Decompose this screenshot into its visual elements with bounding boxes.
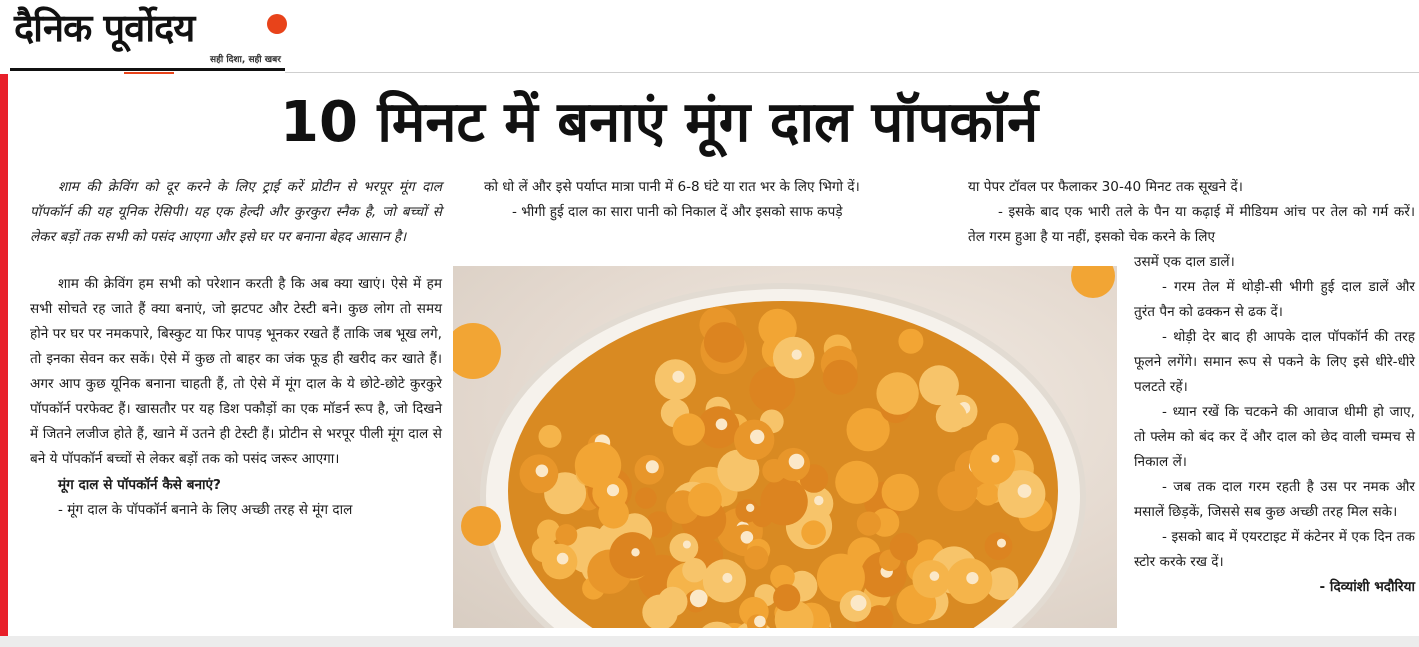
narrow-column-section bbox=[1134, 250, 1415, 600]
recipe-step-6: - ध्यान रखें कि चटकने की आवाज धीमी हो जाए, तो फ्लेम को बंद कर दें और दाल को छेद वाली चम्मच से निकाल लें। bbox=[1134, 404, 1415, 470]
logo-dot-icon bbox=[267, 14, 287, 34]
recipe-subhead: मूंग दाल से पॉपकॉर्न कैसे बनाएं? bbox=[58, 477, 221, 493]
recipe-step-2-start: - भीगी हुई दाल का सारा पानी को निकाल दें और इसको साफ कपड़े bbox=[512, 204, 843, 220]
article-headline: 10 मिनट में बनाएं मूंग दाल पॉपकॉर्न bbox=[280, 90, 1039, 155]
popcorn-kernel bbox=[919, 365, 959, 405]
popcorn-kernel bbox=[890, 533, 918, 561]
masthead-rule bbox=[10, 68, 285, 71]
popcorn-kernel bbox=[556, 524, 578, 546]
popcorn-highlight bbox=[754, 616, 766, 628]
left-accent-bar bbox=[0, 74, 8, 636]
page-bottom-band bbox=[0, 636, 1419, 647]
article-column-1 bbox=[30, 175, 442, 523]
article-column-2 bbox=[484, 175, 946, 225]
popcorn-kernel bbox=[936, 401, 967, 432]
popcorn-highlight bbox=[607, 484, 619, 496]
popcorn-kernel bbox=[658, 587, 688, 617]
popcorn-highlight bbox=[683, 541, 691, 549]
popcorn-highlight bbox=[631, 548, 639, 556]
popcorn-highlight bbox=[690, 590, 708, 608]
popcorn-kernel bbox=[882, 474, 919, 511]
popcorn-kernel bbox=[670, 533, 699, 562]
article-column-3 bbox=[968, 175, 1415, 600]
popcorn-highlight bbox=[789, 454, 805, 470]
popcorn-kernel bbox=[735, 499, 759, 523]
popcorn-highlight bbox=[536, 465, 549, 478]
popcorn-kernel bbox=[635, 487, 656, 508]
popcorn-highlight bbox=[716, 419, 728, 431]
recipe-step-8: - इसको बाद में एयरटाइट में कंटेनर में एक दिन तक स्टोर करके रख दें। bbox=[1134, 529, 1415, 570]
popcorn-kernel bbox=[823, 360, 858, 395]
popcorn-highlight bbox=[646, 460, 659, 473]
masthead-logo bbox=[14, 8, 284, 70]
masthead-tagline: सही दिशा, सही खबर bbox=[210, 55, 281, 65]
article-body: शाम की क्रेविंग हम सभी को परेशान करती है कि अब क्या खाएं। ऐसे में हम सभी सोचते रह जाते हैं क्या बनाएं, जो झटपट और टेस्टी बने। कुछ लोग तो समय होने पर घर पर नमकपारे, बिस्कुट या फिर पापड़ भूनकर रखते हैं ताकि जब भूख लगे, तो इनका सेवन कर सकें। ऐसे में कुछ तो बाहर का जंक फूड ही खरीद कर खाते हैं। अगर आप कुछ यूनिक बनाना चाहती हैं, तो ऐसे में मूंग दाल के ये छोटे-छोटे कुरकुरे पॉपकॉर्न परफेक्ट हैं। खासतौर पर यह डिश पकौड़ों का एक मॉडर्न रूप है, जो दिखने में जितने लजीज होते हैं, खाने में उतने ही टेस्टी हैं। प्रोटीन से भरपूर पीली मूंग दाल से बने ये पॉपकॉर्न बच्चों से लेकर बड़ों तक को पसंद जरूर आएगा। bbox=[30, 276, 442, 467]
popcorn-kernel bbox=[673, 413, 705, 445]
popcorn-kernel bbox=[704, 322, 745, 363]
popcorn-kernel bbox=[857, 512, 881, 536]
recipe-step-1-end: को धो लें और इसे पर्याप्त मात्रा पानी में 6-8 घंटे या रात भर के लिए भिगो दें। bbox=[484, 179, 860, 195]
popcorn-highlight bbox=[851, 595, 867, 611]
popcorn-highlight bbox=[930, 571, 940, 581]
newspaper-name: दैनिक पूर्वोदय bbox=[14, 6, 195, 50]
recipe-step-2-end: या पेपर टॉवल पर फैलाकर 30-40 मिनट तक सूखने दें। bbox=[968, 179, 1243, 195]
author-byline: - दिव्यांशी भदौरिया bbox=[1319, 579, 1415, 595]
popcorn-kernel bbox=[539, 425, 562, 448]
popcorn-kernel bbox=[688, 483, 722, 517]
popcorn-highlight bbox=[750, 430, 764, 444]
popcorn-kernel bbox=[801, 520, 826, 545]
recipe-step-7: - जब तक दाल गरम रहती है उस पर नमक और मसालें छिड़कें, जिससे सब कुछ अच्छी तरह मिल सके। bbox=[1134, 479, 1415, 520]
popcorn-kernel bbox=[760, 478, 807, 525]
top-divider bbox=[285, 72, 1419, 73]
popcorn-highlight bbox=[672, 371, 684, 383]
popcorn-highlight bbox=[557, 553, 569, 565]
popcorn-kernel bbox=[876, 372, 918, 414]
article-intro: शाम की क्रेविंग को दूर करने के लिए ट्राई करें प्रोटीन से भरपूर मूंग दाल पॉपकॉर्न की यह यूनिक रेसिपी। यह एक हेल्दी और कुरकुरा स्नैक है, जो बच्चों से लेकर बड़ों तक सभी को पसंद आएगा और इसे घर पर बनाना बेहद आसान है। bbox=[30, 179, 442, 245]
recipe-step-1-start: - मूंग दाल के पॉपकॉर्न बनाने के लिए अच्छी तरह से मूंग दाल bbox=[58, 502, 353, 518]
popcorn-highlight bbox=[792, 350, 802, 360]
popcorn-kernel bbox=[744, 546, 768, 570]
popcorn-kernel bbox=[609, 532, 655, 578]
recipe-step-4: - गरम तेल में थोड़ी-सी भीगी हुई दाल डालें और तुरंत पैन को ढक्कन से ढक दें। bbox=[1134, 279, 1415, 320]
popcorn-highlight bbox=[722, 573, 732, 583]
popcorn-highlight bbox=[814, 496, 823, 505]
recipe-step-3-end: उसमें एक दाल डालें। bbox=[1134, 254, 1235, 270]
popcorn-kernel bbox=[835, 461, 878, 504]
popcorn-highlight bbox=[746, 504, 754, 512]
masthead-accent-rule bbox=[124, 72, 174, 74]
popcorn-kernel bbox=[898, 329, 923, 354]
popcorn-kernel bbox=[598, 498, 629, 529]
recipe-step-5: - थोड़ी देर बाद ही आपके दाल पॉपकॉर्न की तरह फूलने लगेंगे। समान रूप से पकने के लिए इसे धीरे-धीरे पलटते रहें। bbox=[1134, 329, 1415, 395]
popcorn-kernel bbox=[773, 584, 800, 611]
recipe-step-3-start: - इसके बाद एक भारी तले के पैन या कढ़ाई में मीडियम आंच पर तेल को गर्म करें। तेल गरम हुआ है या नहीं, इसको चेक करने के लिए bbox=[968, 204, 1415, 245]
